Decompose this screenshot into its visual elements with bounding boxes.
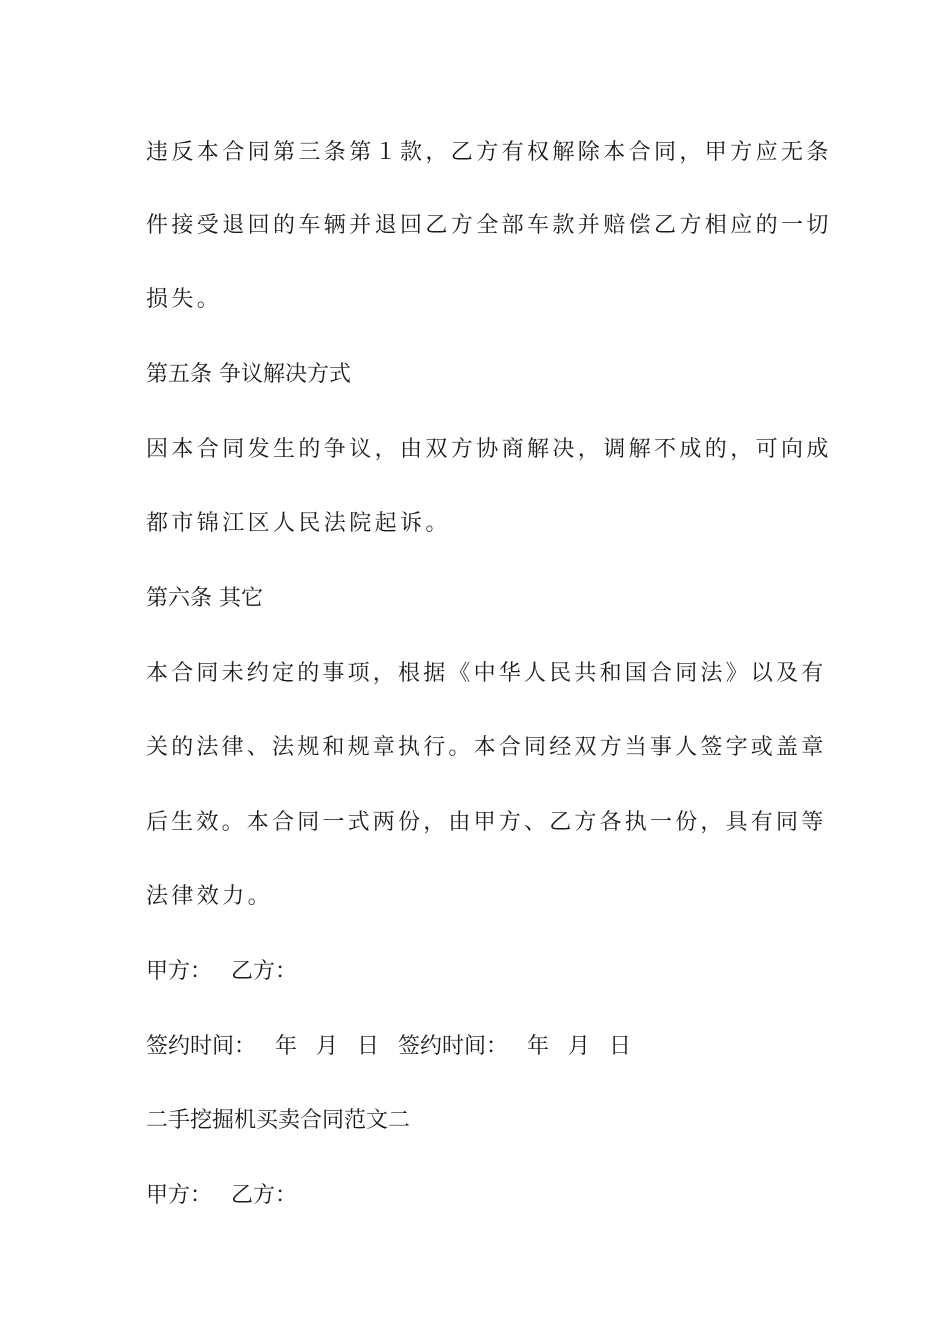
paragraph-line: 违反本合同第三条第１款，乙方有权解除本合同，甲方应无条: [146, 140, 832, 165]
paragraph-line: 都市锦江区人民法院起诉。: [146, 511, 451, 536]
section-heading-article-5: 第五条 争议解决方式: [146, 362, 351, 387]
signature-parties-line: 甲方： 乙方：: [146, 1183, 297, 1208]
paragraph-line: 法律效力。: [146, 884, 274, 909]
paragraph-line: 本合同未约定的事项，根据《中华人民共和国合同法》以及有: [146, 661, 827, 686]
paragraph-line: 损失。: [146, 287, 223, 312]
paragraph-line: 件接受退回的车辆并退回乙方全部车款并赔偿乙方相应的一切: [146, 213, 832, 238]
signing-date-line: 签约时间： 年 月 日 签约时间： 年 月 日: [146, 1034, 631, 1059]
document-subtitle: 二手挖掘机买卖合同范文二: [146, 1108, 411, 1133]
paragraph-line: 后生效。本合同一式两份，由甲方、乙方各执一份，具有同等: [146, 810, 827, 835]
section-heading-article-6: 第六条 其它: [146, 586, 263, 611]
signature-parties-line: 甲方： 乙方：: [146, 959, 297, 984]
paragraph-line: 因本合同发生的争议，由双方协商解决，调解不成的，可向成: [146, 437, 832, 462]
paragraph-line: 关的法律、法规和规章执行。本合同经双方当事人签字或盖章: [146, 735, 827, 760]
